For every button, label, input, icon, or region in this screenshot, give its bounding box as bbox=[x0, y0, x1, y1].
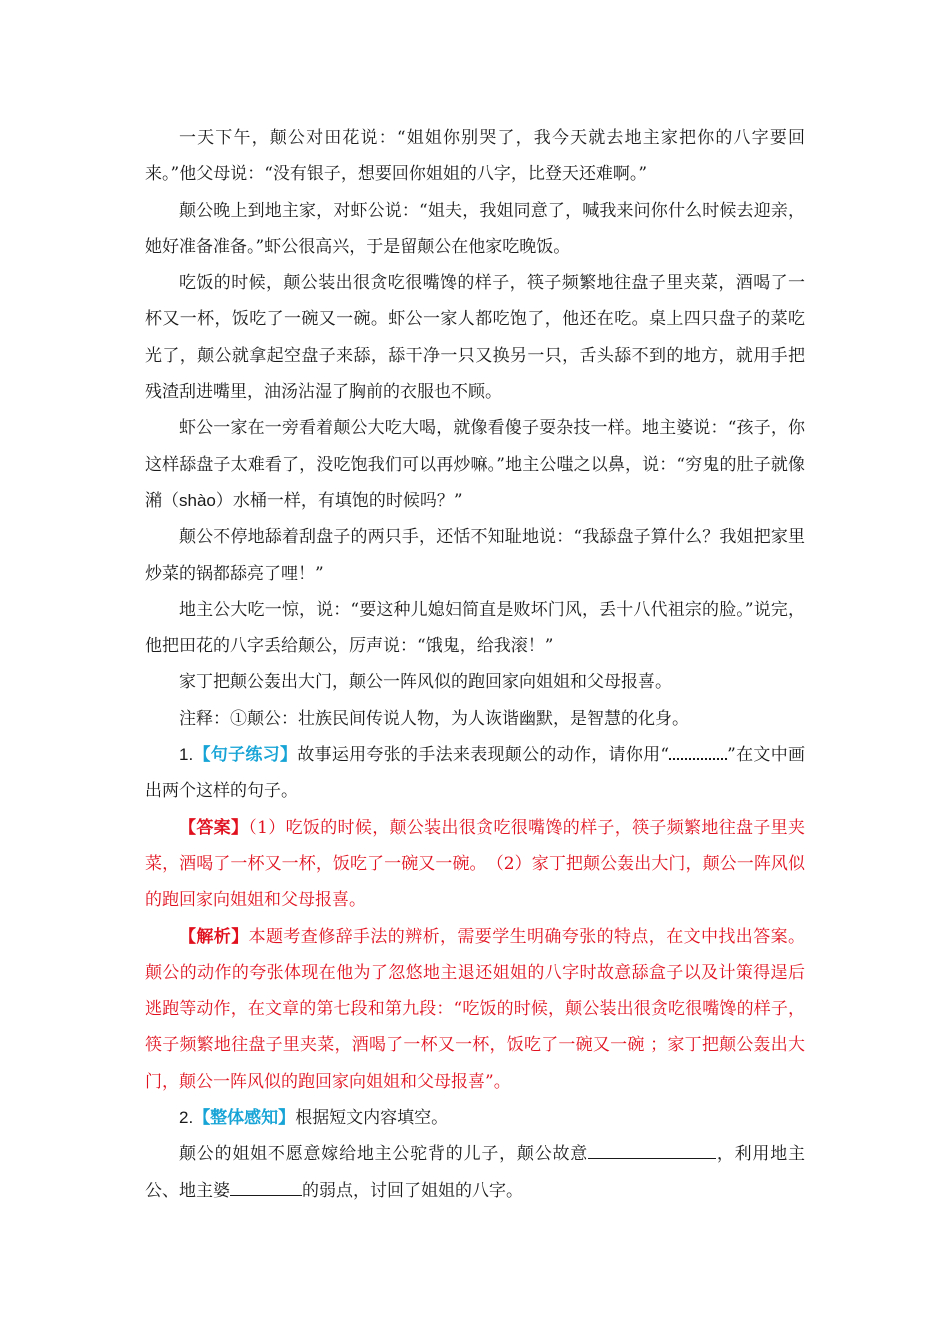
analysis-text: 本题考查修辞手法的辨析，需要学生明确夸张的特点，在文中找出答案。颠公的动作的夸张体现在他为了忽悠地主退还姐姐的八字时故意舔盒子以及计策得逞后逃跑等动作，在文章的第七段和第九段：“吃饭的时候，颠公装出很贪吃很嘴馋的样子，筷子频繁地往盘子里夹菜，酒喝了一杯又一杯，饭吃了一碗又一碗 ；家丁把颠公轰出大门，颠公一阵风似的跑回家向姐姐和父母报喜”。 bbox=[145, 926, 806, 1092]
pinyin: shào bbox=[179, 490, 216, 510]
question-text: ”在文中画出两个这样的句子。 bbox=[145, 745, 805, 802]
document-content bbox=[145, 120, 805, 1209]
paragraph-text: 地主公大吃一惊，说：“要这种儿媳妇简直是败坏门风，丢十八代祖宗的脸。”说完，他把田花的八字丢给颠公，厉声说：“饿鬼，给我滚！” bbox=[145, 599, 805, 657]
answer bbox=[145, 810, 805, 919]
paragraph bbox=[145, 410, 805, 519]
question-text: 故事运用夸张的手法来表现颠公的动作，请你用“ bbox=[297, 745, 670, 766]
blank-1[interactable] bbox=[588, 1142, 716, 1159]
paragraph bbox=[145, 592, 805, 665]
question-text: 根据短文内容填空。 bbox=[295, 1108, 449, 1129]
paragraph-text: 一天下午，颠公对田花说：“姐姐你别哭了，我今天就去地主家把你的八字要回来。”他父母说：“没有银子，想要回你姐姐的八字，比登天还难啊。” bbox=[145, 128, 805, 185]
question-1 bbox=[145, 737, 805, 810]
paragraph-text: ）水桶一样，有填饱的时候吗？” bbox=[215, 490, 463, 511]
question-tag: 【整体感知】 bbox=[193, 1108, 296, 1129]
answer-tag: 【答案】 bbox=[179, 817, 249, 838]
wavy-underline-mark bbox=[669, 744, 727, 760]
answer-text: （1）吃饭的时候，颠公装出很贪吃很嘴馋的样子，筷子频繁地往盘子里夹菜，酒喝了一杯又一杯，饭吃了一碗又一碗。 （2）家丁把颠公轰出大门，颠公一阵风似的跑回家向姐姐和父母报喜。 bbox=[145, 817, 805, 911]
paragraph-text: 家丁把颠公轰出大门，颠公一阵风似的跑回家向姐姐和父母报喜。 bbox=[179, 672, 672, 693]
question-tag: 【句子练习】 bbox=[193, 745, 298, 766]
analysis bbox=[145, 919, 805, 1100]
analysis-tag: 【解析】 bbox=[179, 926, 249, 947]
fill-text: ，利用地主公、地主婆 bbox=[145, 1144, 806, 1201]
note bbox=[145, 701, 805, 737]
fill-text: 颠公的姐姐不愿意嫁给地主公驼背的儿子，颠公故意 bbox=[179, 1144, 589, 1165]
paragraph bbox=[145, 519, 805, 592]
paragraph-text: 颠公晚上到地主家，对虾公说：“姐夫，我姐同意了，喊我来问你什么时候去迎亲，她好准备准备。”虾公很高兴，于是留颠公在他家吃晚饭。 bbox=[145, 200, 805, 257]
question-2 bbox=[145, 1100, 805, 1136]
paragraph bbox=[145, 193, 805, 266]
paragraph-text: 虾公一家在一旁看着颠公大吃大喝，就像看傻子耍杂技一样。地主婆说：“孩子，你这样舔盘子太难看了，没吃饱我们可以再炒嘛。”地主公嗤之以鼻，说：“穷鬼的肚子就像潲（ bbox=[145, 418, 805, 511]
paragraph bbox=[145, 664, 805, 700]
note-text: 注释：①颠公：壮族民间传说人物，为人诙谐幽默，是智慧的化身。 bbox=[179, 708, 689, 729]
question-number: 2. bbox=[179, 1108, 194, 1128]
blank-2[interactable] bbox=[230, 1179, 302, 1196]
fill-text: 的弱点，讨回了姐姐的八字。 bbox=[302, 1180, 523, 1201]
question-number: 1. bbox=[179, 745, 194, 765]
paragraph-text: 吃饭的时候，颠公装出很贪吃很嘴馋的样子，筷子频繁地往盘子里夹菜，酒喝了一杯又一杯，饭吃了一碗又一碗。虾公一家人都吃饱了，他还在吃。桌上四只盘子的菜吃光了，颠公就拿起空盘子来舔，舔干净一只又换另一只，舌头舔不到的地方，就用手把残渣刮进嘴里，油汤沾湿了胸前的衣服也不顾。 bbox=[145, 273, 805, 403]
paragraph bbox=[145, 265, 805, 410]
paragraph-text: 颠公不停地舔着刮盘子的两只手，还恬不知耻地说：“我舔盘子算什么？我姐把家里炒菜的锅都舔亮了哩！” bbox=[145, 527, 805, 584]
fill-blank bbox=[145, 1136, 805, 1209]
paragraph bbox=[145, 120, 805, 193]
